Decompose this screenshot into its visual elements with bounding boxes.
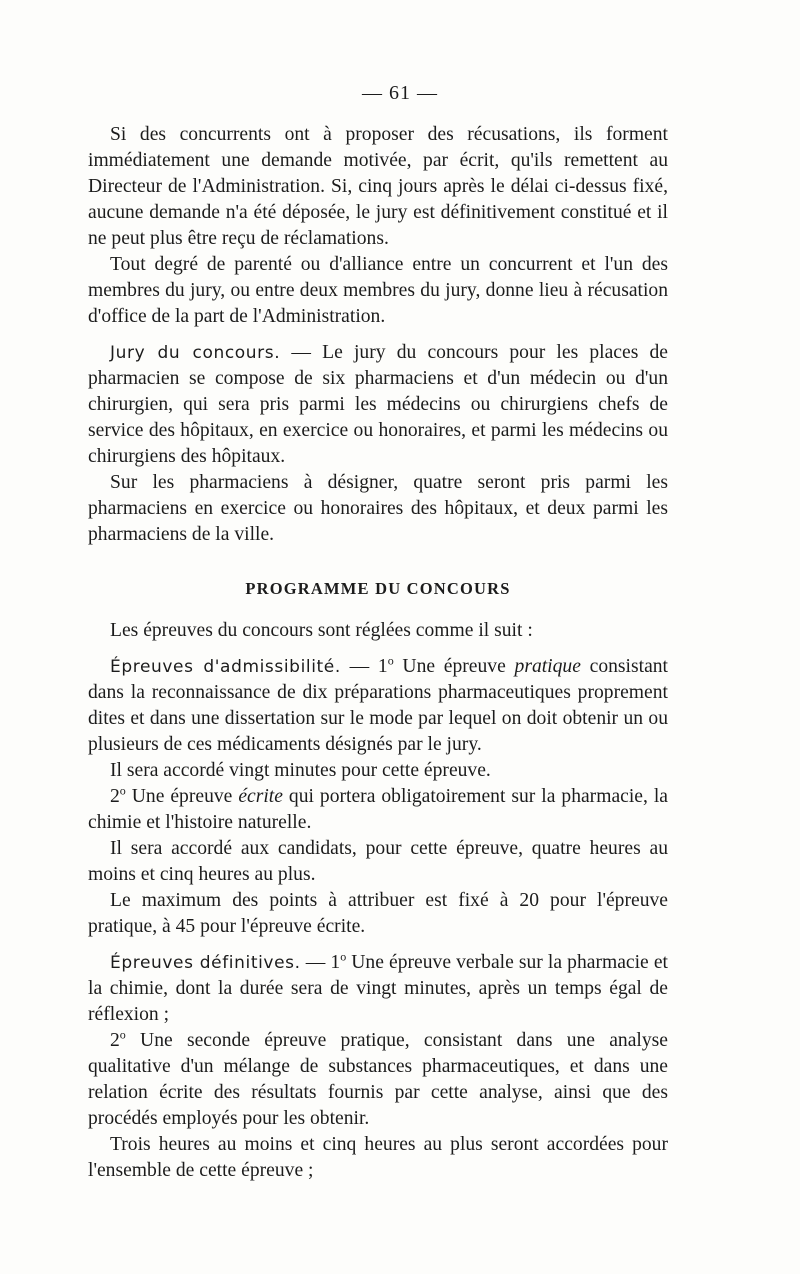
italic-word: pratique — [514, 656, 581, 677]
page-number: — 61 — — [362, 82, 438, 104]
paragraph-seconde-epreuve — [88, 1028, 668, 1132]
ordinal-superscript: o — [119, 1027, 126, 1042]
paragraph-admissibilite — [88, 654, 668, 758]
paragraph-epreuves-intro: Les épreuves du concours sont réglées comme il suit : — [110, 620, 533, 641]
paragraph-epreuve-ecrite — [88, 784, 668, 836]
paragraph-pharmaciens: Sur les pharmaciens à désigner, quatre seront pris parmi les pharmaciens en exercice ou honoraires des hôpitaux, et deux parmi les pharmaciens de la ville. — [88, 472, 668, 545]
ordinal-superscript: o — [119, 783, 126, 798]
paragraph-trois-heures: Trois heures au moins et cinq heures au plus seront accordées pour l'ensemble de cette épreuve ; — [88, 1134, 668, 1181]
section-heading: PROGRAMME DU CONCOURS — [245, 579, 511, 598]
paragraph-jury-text: — Le jury du concours pour les places de pharmacien se compose de six pharmaciens et d'un médecin ou d'un chirurgien, qui sera pris parmi les médecins ou chirurgiens chefs de service des hôpitaux, en exercice ou honoraires, et parmi les médecins ou chirurgiens des hôpitaux. — [88, 342, 668, 467]
text-fragment: — 1 — [340, 656, 388, 677]
text-fragment: Une épreuve — [125, 786, 239, 807]
text-fragment: — 1 — [300, 952, 341, 973]
paragraph-jury — [88, 340, 668, 470]
text-fragment: qui portera obligatoirement sur la pharmacie, la chimie et l'histoire naturelle. — [88, 786, 668, 833]
run-in-heading-admissibilite: Épreuves d'admissibilité. — [110, 657, 341, 677]
paragraph-parente: Tout degré de parenté ou d'alliance entre un concurrent et l'un des membres du jury, ou entre deux membres du jury, donne lieu à récusation d'office de la part de l'Administration. — [88, 254, 668, 327]
run-in-heading-jury: Jury du concours. — [110, 343, 281, 363]
page-body — [88, 122, 668, 1184]
paragraph-maximum-points: Le maximum des points à attribuer est fixé à 20 pour l'épreuve pratique, à 45 pour l'épreuve écrite. — [88, 890, 668, 937]
ordinal-superscript: o — [340, 949, 347, 964]
paragraph-quatre-heures: Il sera accordé aux candidats, pour cette épreuve, quatre heures au moins et cinq heures au plus. — [88, 838, 668, 885]
ordinal-superscript: o — [387, 653, 394, 668]
text-fragment: 2 — [110, 786, 120, 807]
text-fragment: consistant dans la reconnaissance de dix préparations pharmaceutiques proprement dites et dans une dissertation sur le mode par lequel on doit obtenir un ou plusieurs de ces médicaments désignés par le jury. — [88, 656, 669, 755]
paragraph-vingt-minutes: Il sera accordé vingt minutes pour cette épreuve. — [110, 760, 491, 781]
run-in-heading-definitives: Épreuves définitives. — [110, 953, 301, 973]
paragraph-recusations: Si des concurrents ont à proposer des récusations, ils forment immédiatement une demande motivée, par écrit, qu'ils remettent au Directeur de l'Administration. Si, cinq jours après le délai ci-dessus fixé, aucune demande n'a été déposée, le jury est définitivement constitué et il ne peut plus être reçu de réclamations. — [88, 124, 668, 249]
text-fragment: Une seconde épreuve pratique, consistant dans une analyse qualitative d'un mélange de substances pharmaceutiques, et dans une relation écrite des résultats fournis par cette analyse, ainsi que des procédés employés pour les obtenir. — [88, 1030, 668, 1129]
text-fragment: Une épreuve — [393, 656, 515, 677]
paragraph-definitives — [88, 950, 668, 1028]
text-fragment: 2 — [110, 1030, 120, 1051]
text-fragment: Une épreuve verbale sur la pharmacie et la chimie, dont la durée sera de vingt minutes, après un temps égal de réflexion ; — [88, 952, 668, 1025]
italic-word: écrite — [238, 786, 283, 807]
